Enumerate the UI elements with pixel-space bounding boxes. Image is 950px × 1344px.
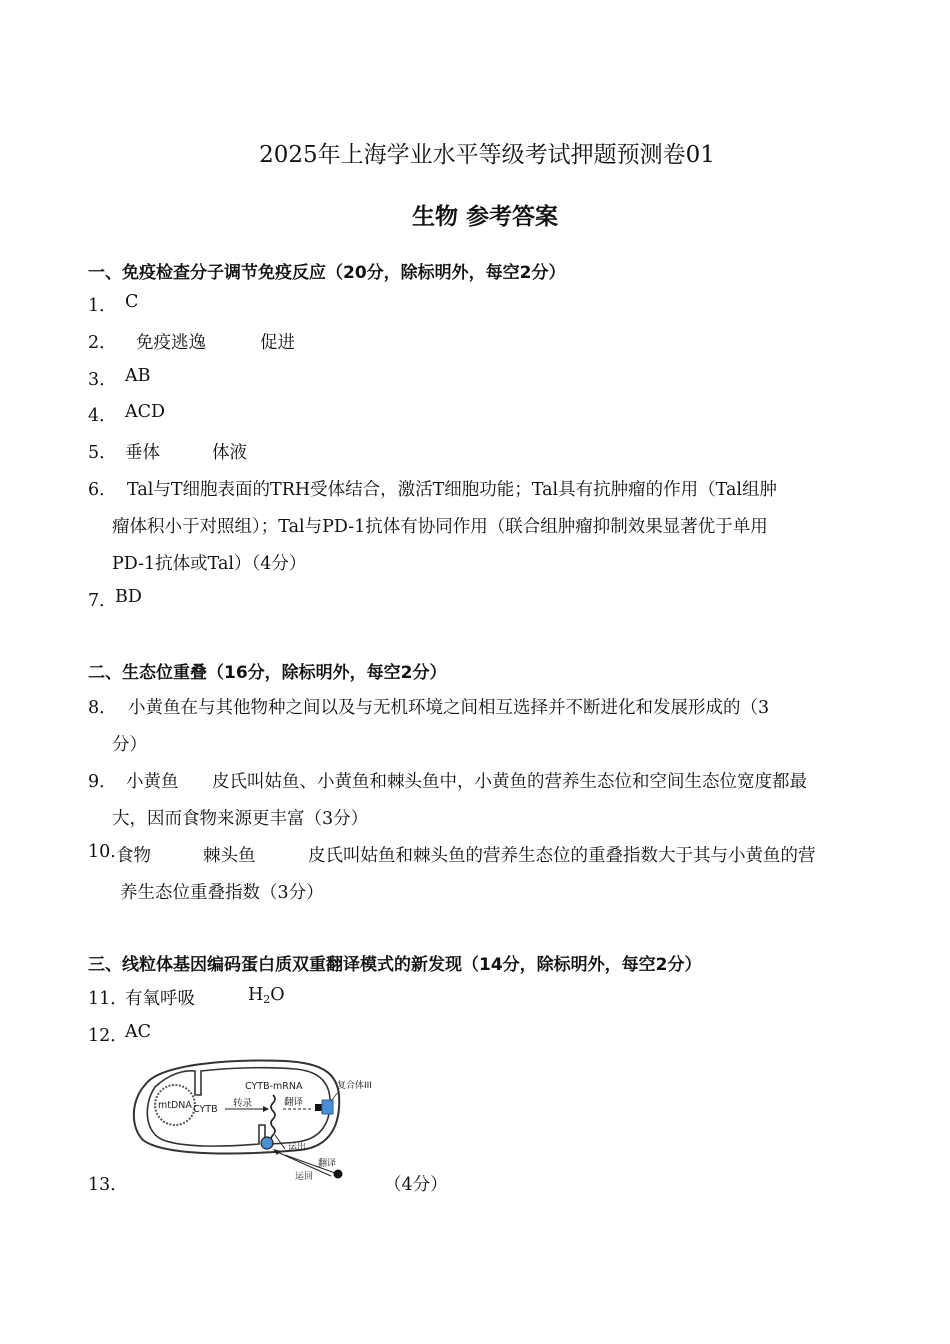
q9-line-2: 大，因而食物来源更丰富（3分）: [112, 809, 369, 829]
protein-square: [315, 1104, 322, 1111]
section-1-heading: 一、免疫检查分子调节免疫反应（20分，除标明外，每空2分）: [88, 263, 566, 283]
q11-subscript: 2: [263, 993, 271, 1006]
complex-leader: [331, 1091, 339, 1101]
q11-number: 11．: [88, 989, 128, 1009]
q3-number: 3．: [88, 370, 117, 390]
q11-answer-2: [248, 985, 285, 1006]
complex-iii-label: 复合体III: [337, 1081, 372, 1091]
mrna-label: CYTB-mRNA: [245, 1081, 303, 1092]
ribosome-blue: [261, 1137, 273, 1149]
q9-answer-1: 小黄鱼: [126, 772, 179, 792]
export-arrow: [275, 1135, 285, 1149]
q6-line-3: PD-1抗体或Tal）（4分）: [112, 554, 307, 574]
import-label: 运回: [295, 1172, 314, 1182]
q3-answer: AB: [125, 366, 151, 386]
cytosolic-protein-dot: [334, 1170, 343, 1179]
q10-answer-1: 食物: [116, 846, 151, 866]
section-3-heading: 三、线粒体基因编码蛋白质双重翻译模式的新发现（14分，除标明外，每空2分）: [88, 955, 702, 975]
mrna-strand: [271, 1095, 275, 1143]
section-2-heading: 二、生态位重叠（16分，除标明外，每空2分）: [88, 663, 447, 683]
q8-line-1: 小黄鱼在与其他物种之间以及与无机环境之间相互选择并不断进化和发展形成的（3: [128, 698, 770, 718]
q5-number: 5．: [88, 443, 117, 463]
q4-answer: ACD: [125, 402, 166, 422]
q10-answer-2: 棘头鱼: [203, 846, 256, 866]
mtdna-label: mtDNA: [158, 1100, 192, 1111]
q10-line-2: 养生态位重叠指数（3分）: [120, 883, 324, 903]
q6-line-1: Tal与T细胞表面的TRH受体结合，激活T细胞功能；Tal具有抗肿瘤的作用（Tal组肿: [127, 480, 777, 500]
translation-in-label: 翻译: [284, 1097, 304, 1108]
q2-answer-1: 免疫逃逸: [136, 333, 206, 353]
export-label: 运出: [288, 1143, 307, 1153]
q13-number: 13．: [88, 1175, 128, 1195]
q7-number: 7．: [88, 591, 117, 611]
q4-number: 4．: [88, 406, 117, 426]
q2-answer-2: 促进: [260, 333, 295, 353]
q6-number: 6．: [88, 480, 117, 500]
q2-number: 2．: [88, 333, 117, 353]
q11-answer-1: 有氧呼吸: [125, 989, 195, 1009]
q11-o: O: [270, 985, 285, 1005]
q8-line-2: 分）: [112, 735, 147, 755]
exam-title: 2025年上海学业水平等级考试押题预测卷01: [259, 142, 715, 168]
q12-number: 12．: [88, 1026, 128, 1046]
q1-answer: C: [125, 292, 139, 312]
transcription-arrowhead: [263, 1106, 269, 1112]
q9-number: 9．: [88, 772, 117, 792]
q5-answer-2: 体液: [212, 443, 247, 463]
mitochondrion-diagram: [125, 1055, 385, 1190]
q9-line-1: 皮氏叫姑鱼、小黄鱼和棘头鱼中，小黄鱼的营养生态位和空间生态位宽度都最: [212, 772, 807, 792]
q11-h: H: [248, 985, 264, 1005]
transcription-label: 转录: [233, 1098, 253, 1109]
q8-number: 8．: [88, 698, 117, 718]
answer-subtitle: 生物 参考答案: [411, 204, 558, 230]
q10-number: 10.: [88, 842, 116, 862]
complex-iii-box: [322, 1100, 333, 1114]
q7-answer: BD: [115, 587, 142, 607]
q1-number: 1．: [88, 296, 117, 316]
cytb-label: CYTB: [193, 1104, 218, 1115]
translation-out-label: 翻译: [318, 1159, 337, 1169]
q10-line-1: 皮氏叫姑鱼和棘头鱼的营养生态位的重叠指数大于其与小黄鱼的营: [308, 846, 816, 866]
q5-answer-1: 垂体: [125, 443, 160, 463]
q13-score: （4分）: [384, 1175, 448, 1195]
q6-line-2: 瘤体积小于对照组）；Tal与PD-1抗体有协同作用（联合组肿瘤抑制效果显著优于单用: [112, 517, 768, 537]
q12-answer: AC: [125, 1022, 152, 1042]
